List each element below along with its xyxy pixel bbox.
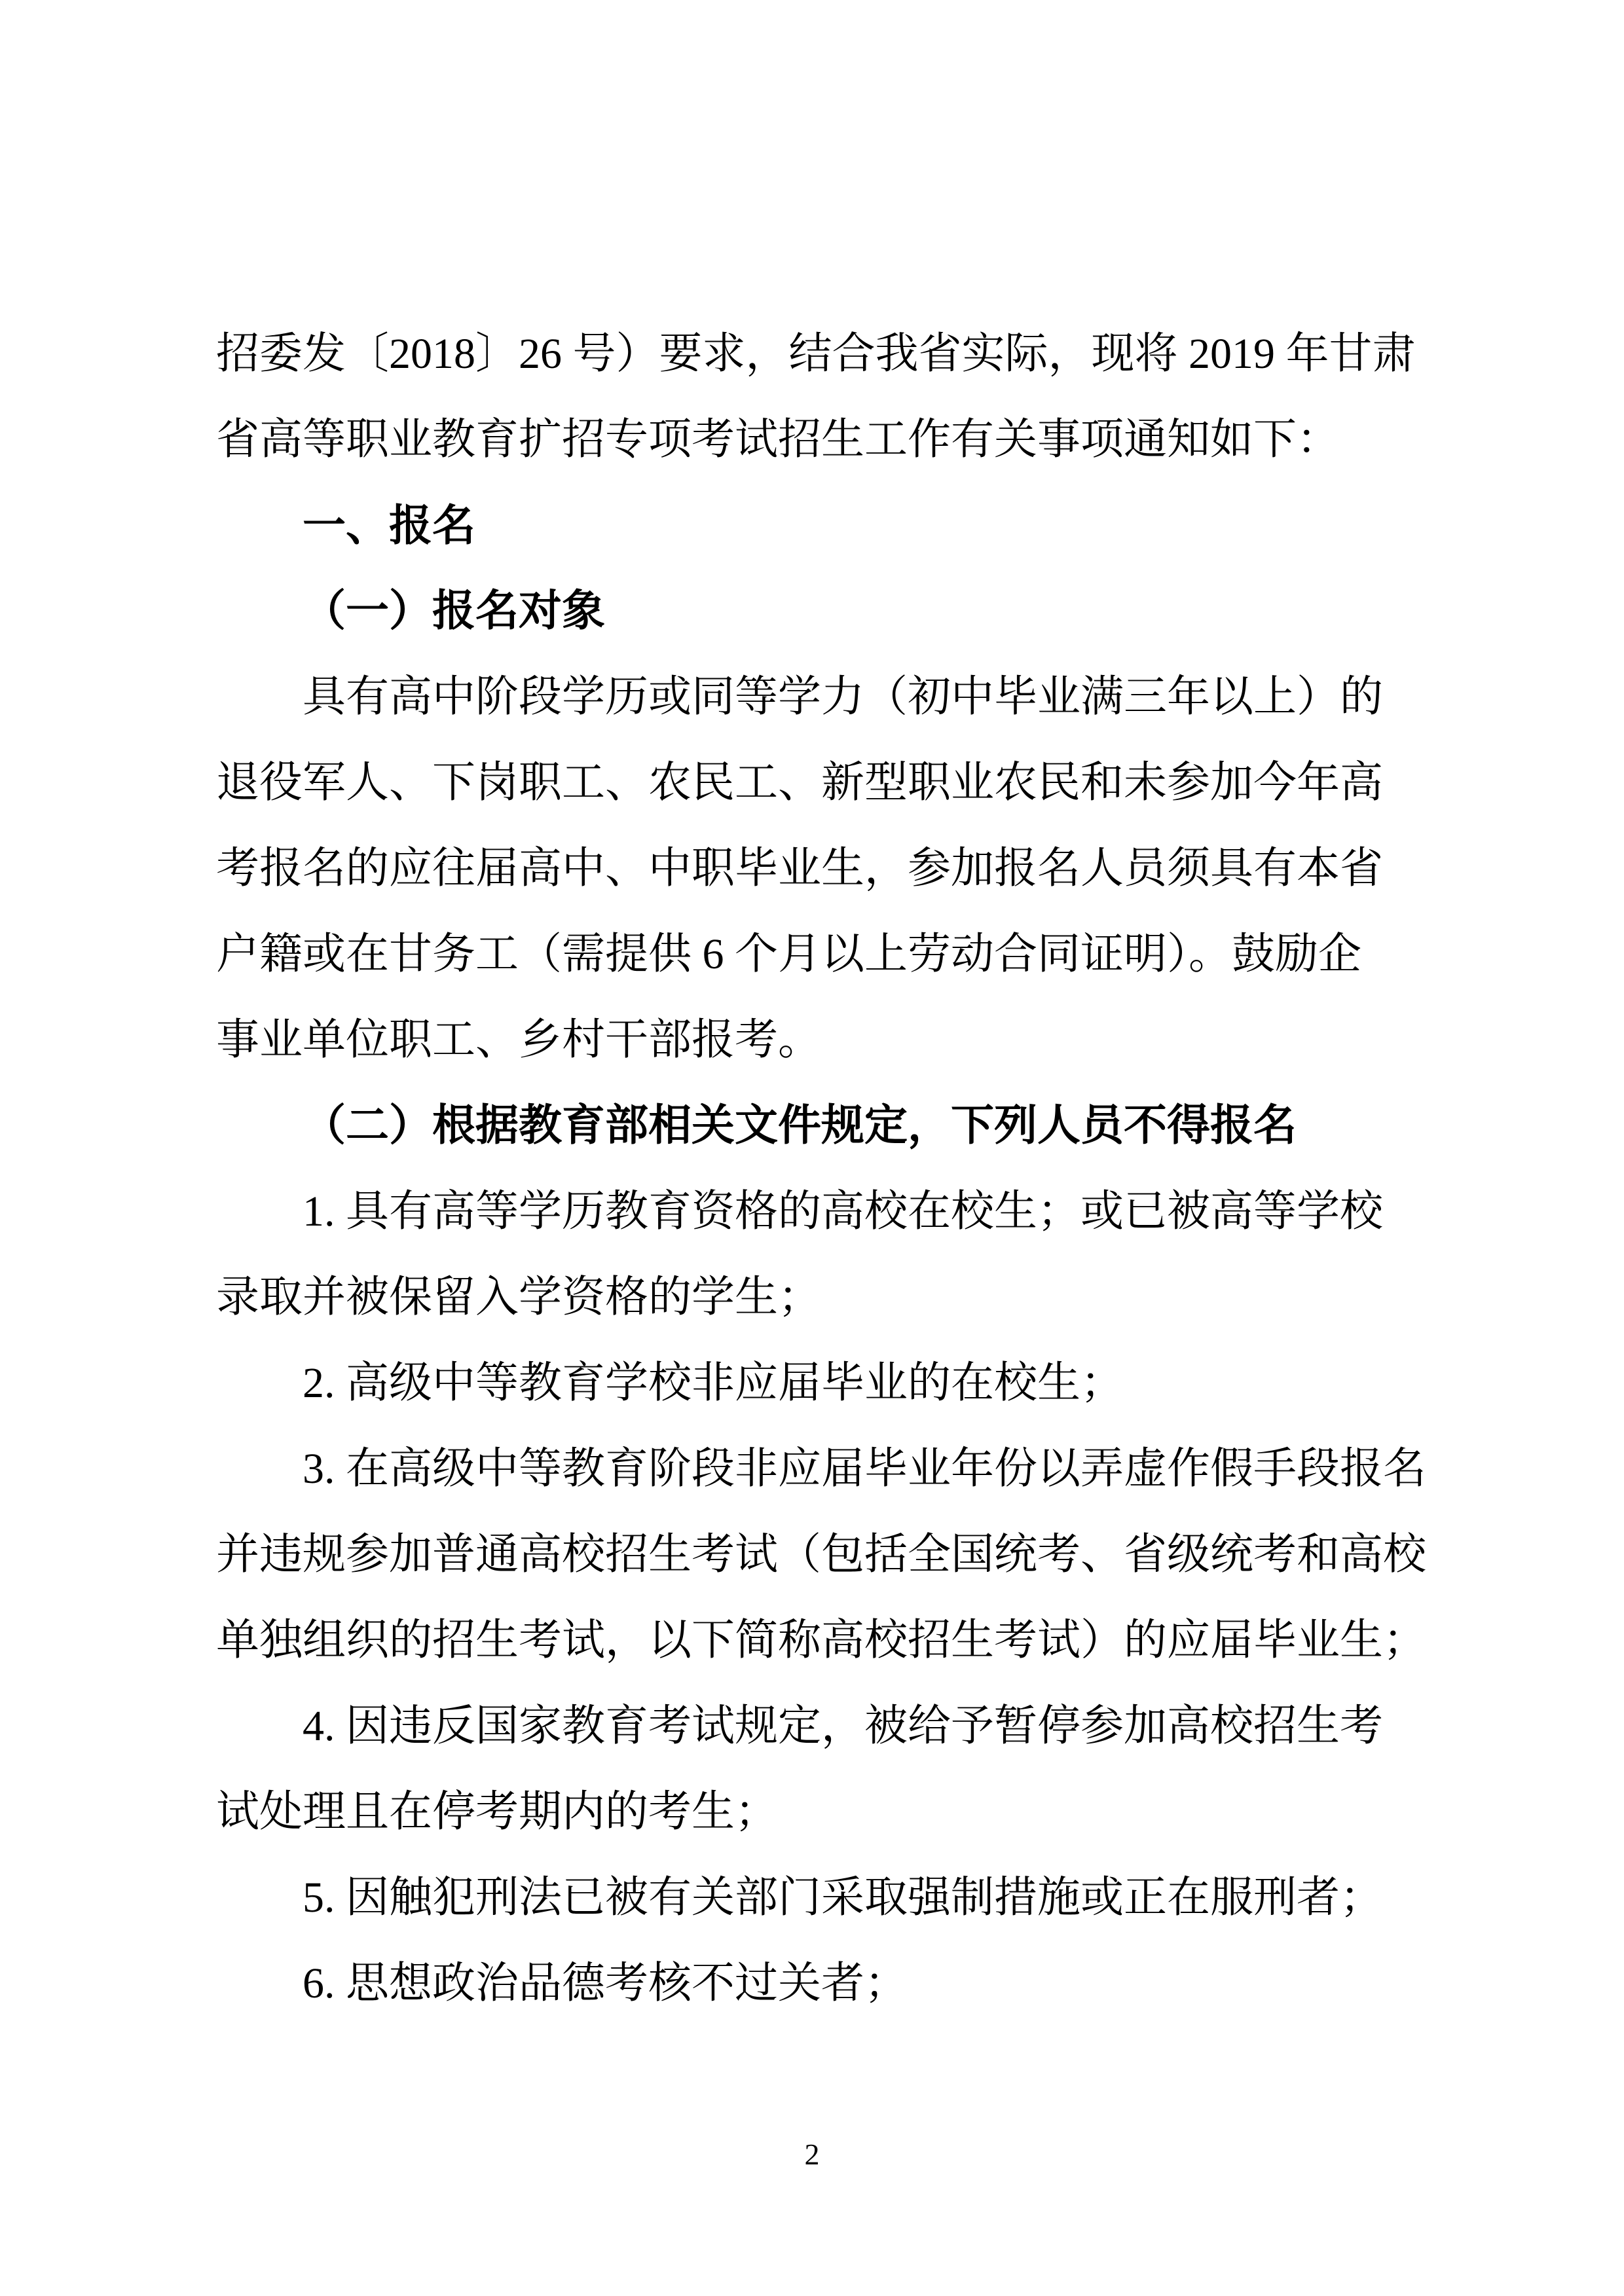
doc-line-15: 并违规参加普通高校招生考试（包括全国统考、省级统考和高校 [216, 1531, 1426, 1578]
doc-line-08: 户籍或在甘务工（需提供 6 个月以上劳动合同证明）。鼓励企 [216, 930, 1361, 978]
doc-line-12: 录取并被保留入学资格的学生； [216, 1273, 821, 1321]
doc-line-09: 事业单位职工、乡村干部报考。 [216, 1016, 821, 1064]
doc-line-13: 2. 高级中等教育学校非应届毕业的在校生； [303, 1359, 1124, 1407]
page-number: 2 [804, 2138, 820, 2171]
doc-line-18: 试处理且在停考期内的考生； [216, 1788, 778, 1836]
subheading-1-1: （一）报名对象 [303, 587, 605, 635]
doc-line-16: 单独组织的招生考试，以下简称高校招生考试）的应届毕业生； [216, 1616, 1426, 1664]
doc-line-01: 招委发〔2018〕26 号）要求，结合我省实际，现将 2019 年甘肃 [216, 330, 1416, 378]
doc-line-17: 4. 因违反国家教育考试规定，被给予暂停参加高校招生考 [303, 1702, 1383, 1750]
document-body [216, 311, 1444, 2026]
doc-line-05: 具有高中阶段学历或同等学力（初中毕业满三年以上）的 [303, 673, 1383, 721]
doc-line-06: 退役军人、下岗职工、农民工、新型职业农民和未参加今年高 [216, 759, 1383, 807]
doc-line-02: 省高等职业教育扩招专项考试招生工作有关事项通知如下： [216, 416, 1340, 464]
doc-line-20: 6. 思想政治品德考核不过关者； [303, 1959, 908, 2007]
heading-section-1: 一、报名 [303, 501, 475, 549]
subheading-1-2: （二）根据教育部相关文件规定，下列人员不得报名 [303, 1102, 1297, 1150]
doc-line-19: 5. 因触犯刑法已被有关部门采取强制措施或正在服刑者； [303, 1874, 1383, 1922]
doc-line-07: 考报名的应往届高中、中职毕业生，参加报名人员须具有本省 [216, 845, 1383, 892]
doc-line-11: 1. 具有高等学历教育资格的高校在校生；或已被高等学校 [303, 1188, 1383, 1235]
doc-line-14: 3. 在高级中等教育阶段非应届毕业年份以弄虚作假手段报名 [303, 1445, 1426, 1493]
